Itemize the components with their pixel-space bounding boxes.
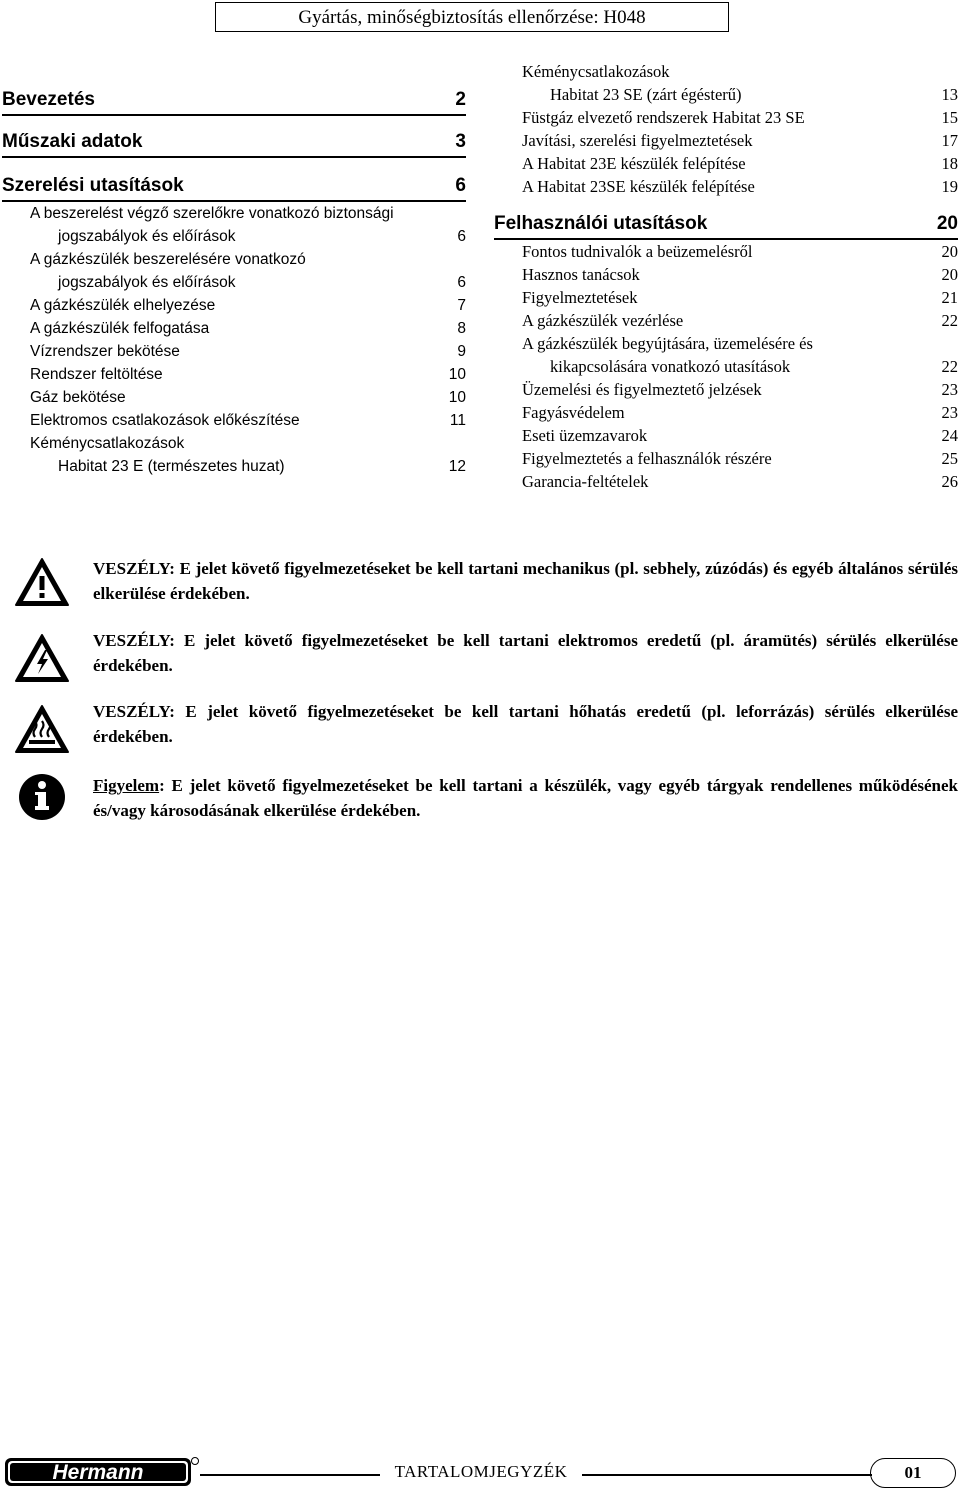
warning-lead: Figyelem xyxy=(93,776,160,795)
hermann-logo xyxy=(4,1455,200,1489)
toc-major-entry[interactable]: Szerelési utasítások 6 xyxy=(2,174,466,202)
toc-entry[interactable]: A Habitat 23E készülék felépítése 18 xyxy=(522,154,958,173)
toc-entry[interactable]: jogszabályok és előírások 6 xyxy=(58,274,466,291)
svg-text:Hermann: Hermann xyxy=(52,1461,144,1484)
toc-entry[interactable]: Figyelmeztetések 21 xyxy=(522,288,958,307)
toc-entry[interactable]: Garancia-feltételek 26 xyxy=(522,472,958,491)
toc-entry[interactable]: A gázkészülék felfogatása 8 xyxy=(30,320,466,337)
toc-major-entry[interactable]: Bevezetés 2 xyxy=(2,88,466,116)
toc-entry-heading: A gázkészülék beszerelésére vonatkozó xyxy=(30,251,306,268)
toc-entry[interactable]: kikapcsolására vonatkozó utasítások 22 xyxy=(550,357,958,376)
electric-warning-icon xyxy=(14,632,70,684)
toc-entry[interactable]: Vízrendszer bekötése 9 xyxy=(30,343,466,360)
toc-entry-heading: Kéménycsatlakozások xyxy=(30,435,185,452)
toc-entry[interactable]: Rendszer feltöltése 10 xyxy=(30,366,466,383)
warning-text: VESZÉLY: E jelet követő figyelmezetéseket be kell tartani mechanikus (pl. sebhely, zúzódás) és egyéb általános sérülés elkerülése érdekében. xyxy=(93,559,958,603)
toc-entry[interactable]: Üzemelési és figyelmeztető jelzések 23 xyxy=(522,380,958,399)
toc-entry[interactable]: Habitat 23 E (természetes huzat) 12 xyxy=(58,458,466,475)
toc-entry[interactable]: Fontos tudnivalók a beüzemelésről 20 xyxy=(522,242,958,261)
info-icon xyxy=(14,771,70,823)
toc-entry-heading: A beszerelést végző szerelőkre vonatkozó biztonsági xyxy=(30,205,394,222)
warning-text: VESZÉLY: E jelet követő figyelmezetéseket be kell tartani elektromos eredetű (pl. áramütés) sérülés elkerülése érdekében. xyxy=(93,631,958,675)
toc-entry-heading: Kéménycsatlakozások xyxy=(522,62,670,81)
page-header-title: Gyártás, minőségbiztosítás ellenőrzése: H048 xyxy=(215,2,729,32)
footer-rule-right xyxy=(582,1474,872,1476)
toc-right-column xyxy=(494,60,958,493)
toc-entry[interactable]: Hasznos tanácsok 20 xyxy=(522,265,958,284)
toc-entry[interactable]: Gáz bekötése 10 xyxy=(30,389,466,406)
toc-entry[interactable]: Eseti üzemzavarok 24 xyxy=(522,426,958,445)
toc-entry[interactable]: Fagyásvédelem 23 xyxy=(522,403,958,422)
toc-left-column xyxy=(2,88,466,478)
footer-rule-left xyxy=(200,1474,380,1476)
page-footer xyxy=(0,1452,960,1492)
footer-section-title: TARTALOMJEGYZÉK xyxy=(394,1462,568,1481)
exclamation-warning-icon xyxy=(14,556,70,608)
toc-entry[interactable]: Füstgáz elvezető rendszerek Habitat 23 SE 15 xyxy=(522,108,958,127)
toc-entry-heading: A gázkészülék begyújtására, üzemelésére és xyxy=(522,334,813,353)
heat-warning-icon xyxy=(14,703,70,755)
warning-text: Figyelem: E jelet követő figyelmezetéseket be kell tartani a készülék, vagy egyéb tárgyak rendellenes működésének és/vagy károsodásának elkerülése érdekében. xyxy=(93,776,958,820)
toc-major-entry[interactable]: Felhasználói utasítások 20 xyxy=(494,212,958,240)
page-number: 01 xyxy=(870,1458,956,1488)
toc-entry[interactable]: A gázkészülék vezérlése 22 xyxy=(522,311,958,330)
warning-text: VESZÉLY: E jelet követő figyelmezetéseket be kell tartani hőhatás eredetű (pl. leforrázás) sérülés elkerülése érdekében. xyxy=(93,702,958,746)
toc-entry[interactable]: Figyelmeztetés a felhasználók részére 25 xyxy=(522,449,958,468)
toc-entry[interactable]: Javítási, szerelési figyelmeztetések 17 xyxy=(522,131,958,150)
toc-major-entry[interactable]: Műszaki adatok 3 xyxy=(2,130,466,158)
toc-entry[interactable]: Elektromos csatlakozások előkészítése 11 xyxy=(30,412,466,429)
toc-entry[interactable]: A gázkészülék elhelyezése 7 xyxy=(30,297,466,314)
toc-entry[interactable]: jogszabályok és előírások 6 xyxy=(58,228,466,245)
toc-entry[interactable]: A Habitat 23SE készülék felépítése 19 xyxy=(522,177,958,196)
toc-entry[interactable]: Habitat 23 SE (zárt égésterű) 13 xyxy=(550,85,958,104)
